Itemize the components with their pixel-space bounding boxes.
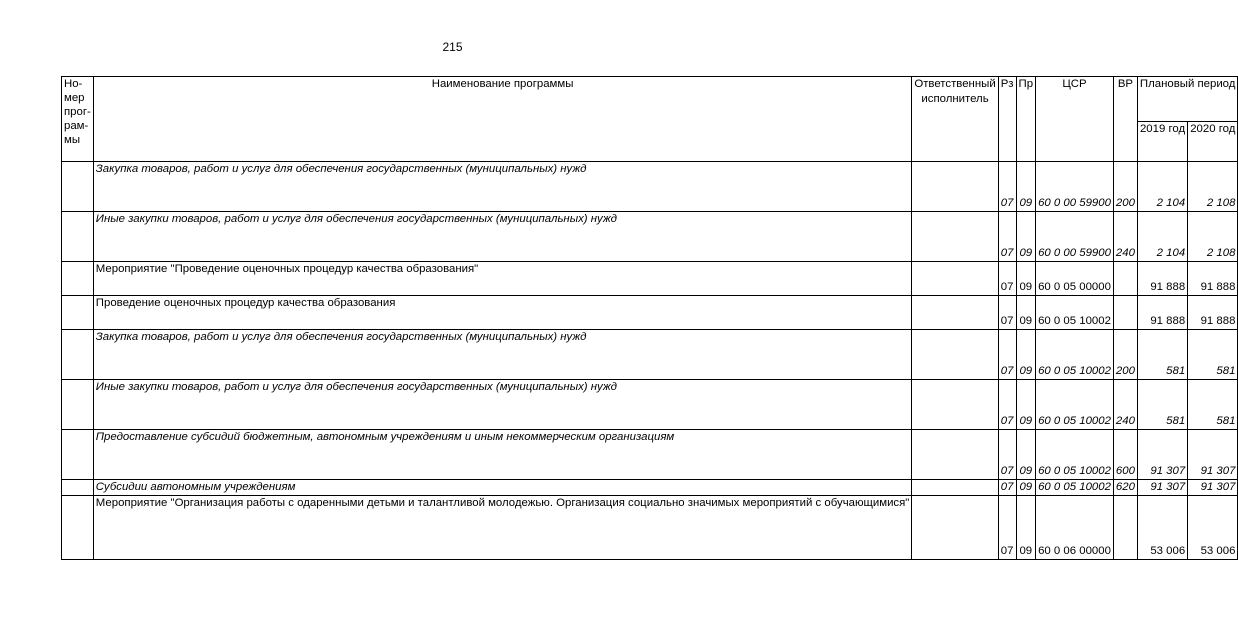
program-name-cell: Мероприятие "Проведение оценочных процедур качества образования" (93, 262, 912, 296)
pr-cell: 09 (1016, 330, 1036, 380)
csr-cell: 60 0 05 10002 (1036, 330, 1114, 380)
pr-cell: 09 (1016, 380, 1036, 430)
amount-2020-cell: 91 888 (1188, 296, 1238, 330)
responsible-cell (912, 380, 998, 430)
responsible-cell (912, 296, 998, 330)
rz-cell: 07 (998, 480, 1016, 496)
header-year-2020: 2020 год (1188, 122, 1238, 162)
program-number-cell (62, 262, 94, 296)
header-year-2019: 2019 год (1137, 122, 1187, 162)
pr-cell: 09 (1016, 296, 1036, 330)
pr-cell: 09 (1016, 480, 1036, 496)
amount-2019-cell: 581 (1137, 380, 1187, 430)
rz-cell: 07 (998, 162, 1016, 212)
budget-table (61, 76, 1238, 560)
amount-2019-cell: 91 307 (1137, 430, 1187, 480)
table-row (62, 380, 1238, 430)
amount-2019-cell: 53 006 (1137, 496, 1187, 560)
rz-cell: 07 (998, 296, 1016, 330)
table-row (62, 330, 1238, 380)
responsible-cell (912, 496, 998, 560)
csr-cell: 60 0 00 59900 (1036, 162, 1114, 212)
responsible-cell (912, 430, 998, 480)
program-name-cell: Предоставление субсидий бюджетным, автономным учреждениям и иным некоммерческим организациям (93, 430, 912, 480)
table-row (62, 480, 1238, 496)
table-body (62, 162, 1238, 560)
responsible-cell (912, 162, 998, 212)
program-number-cell (62, 496, 94, 560)
table-row (62, 162, 1238, 212)
header-responsible-text: Ответственный исполнитель (914, 78, 996, 105)
rz-cell: 07 (998, 430, 1016, 480)
table-row (62, 296, 1238, 330)
program-number-cell (62, 330, 94, 380)
csr-cell: 60 0 05 10002 (1036, 480, 1114, 496)
vr-cell (1113, 262, 1137, 296)
vr-cell: 240 (1113, 212, 1137, 262)
amount-2020-cell: 91 888 (1188, 262, 1238, 296)
header-vr: ВР (1113, 77, 1137, 162)
pr-cell: 09 (1016, 162, 1036, 212)
program-number-cell (62, 480, 94, 496)
amount-2020-cell: 581 (1188, 380, 1238, 430)
csr-cell: 60 0 06 00000 (1036, 496, 1114, 560)
amount-2020-cell: 91 307 (1188, 430, 1238, 480)
pr-cell: 09 (1016, 430, 1036, 480)
rz-cell: 07 (998, 330, 1016, 380)
csr-cell: 60 0 05 00000 (1036, 262, 1114, 296)
amount-2019-cell: 91 888 (1137, 262, 1187, 296)
vr-cell: 620 (1113, 480, 1137, 496)
amount-2020-cell: 581 (1188, 330, 1238, 380)
rz-cell: 07 (998, 212, 1016, 262)
header-program-name: Наименование программы (93, 77, 912, 162)
program-name-cell: Проведение оценочных процедур качества образования (93, 296, 912, 330)
amount-2019-cell: 91 888 (1137, 296, 1187, 330)
rz-cell: 07 (998, 496, 1016, 560)
program-name-cell: Закупка товаров, работ и услуг для обеспечения государственных (муниципальных) нужд (93, 330, 912, 380)
amount-2019-cell: 2 104 (1137, 212, 1187, 262)
pr-cell: 09 (1016, 496, 1036, 560)
header-number-text: Но- мер прог- рам- мы (64, 78, 91, 146)
table-row (62, 262, 1238, 296)
vr-cell: 600 (1113, 430, 1137, 480)
header-program-number (62, 77, 94, 162)
program-number-cell (62, 430, 94, 480)
responsible-cell (912, 212, 998, 262)
vr-cell (1113, 296, 1137, 330)
program-number-cell (62, 380, 94, 430)
header-rz: Рз (998, 77, 1016, 162)
csr-cell: 60 0 05 10002 (1036, 380, 1114, 430)
amount-2020-cell: 53 006 (1188, 496, 1238, 560)
table-row (62, 496, 1238, 560)
responsible-cell (912, 330, 998, 380)
program-name-cell: Субсидии автономным учреждениям (93, 480, 912, 496)
pr-cell: 09 (1016, 212, 1036, 262)
csr-cell: 60 0 05 10002 (1036, 430, 1114, 480)
rz-cell: 07 (998, 380, 1016, 430)
program-name-cell: Иные закупки товаров, работ и услуг для обеспечения государственных (муниципальных) нужд (93, 212, 912, 262)
csr-cell: 60 0 05 10002 (1036, 296, 1114, 330)
csr-cell: 60 0 00 59900 (1036, 212, 1114, 262)
vr-cell: 200 (1113, 330, 1137, 380)
amount-2020-cell: 2 108 (1188, 162, 1238, 212)
responsible-cell (912, 262, 998, 296)
table-row (62, 212, 1238, 262)
header-responsible (912, 77, 998, 162)
header-plan-period: Плановый период (1137, 77, 1238, 122)
amount-2020-cell: 91 307 (1188, 480, 1238, 496)
program-name-cell: Мероприятие "Организация работы с одаренными детьми и талантливой молодежью. Организация социально значимых мероприятий с обучающимися" (93, 496, 912, 560)
vr-cell: 240 (1113, 380, 1137, 430)
program-number-cell (62, 162, 94, 212)
program-name-cell: Иные закупки товаров, работ и услуг для обеспечения государственных (муниципальных) нужд (93, 380, 912, 430)
responsible-cell (912, 480, 998, 496)
program-number-cell (62, 212, 94, 262)
vr-cell (1113, 496, 1137, 560)
program-number-cell (62, 296, 94, 330)
amount-2020-cell: 2 108 (1188, 212, 1238, 262)
pr-cell: 09 (1016, 262, 1036, 296)
page-number: 215 (442, 40, 463, 54)
header-csr: ЦСР (1036, 77, 1114, 162)
header-pr: Пр (1016, 77, 1036, 162)
amount-2019-cell: 91 307 (1137, 480, 1187, 496)
program-name-cell: Закупка товаров, работ и услуг для обеспечения государственных (муниципальных) нужд (93, 162, 912, 212)
amount-2019-cell: 2 104 (1137, 162, 1187, 212)
table-row (62, 430, 1238, 480)
amount-2019-cell: 581 (1137, 330, 1187, 380)
rz-cell: 07 (998, 262, 1016, 296)
vr-cell: 200 (1113, 162, 1137, 212)
